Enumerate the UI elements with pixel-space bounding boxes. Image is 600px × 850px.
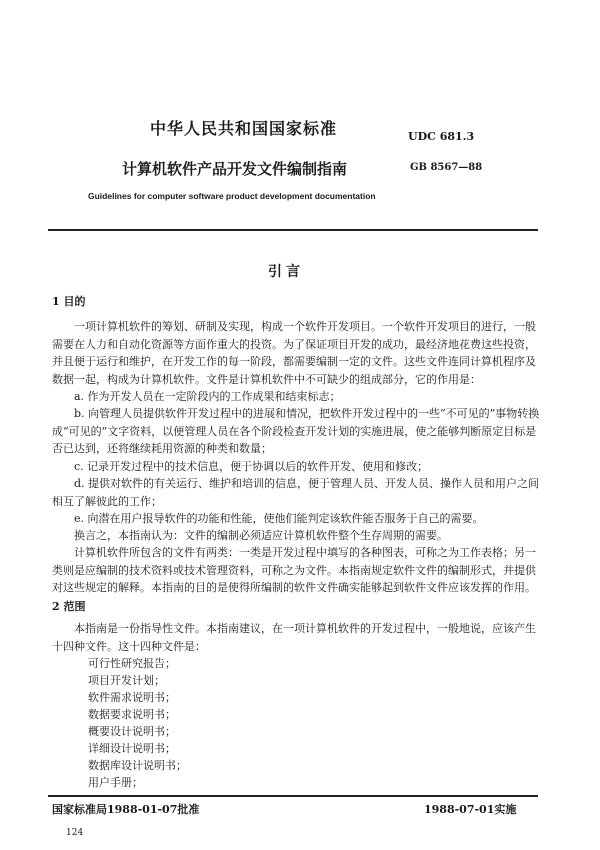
page-number: 124	[66, 828, 84, 838]
section-1-summary: 换言之，本指南认为：文件的编制必须适应计算机软件整个生存周期的需要。	[74, 529, 448, 542]
gb-code: GB 8567—88	[410, 162, 483, 173]
section-2-heading: 2 范围	[52, 600, 86, 613]
footer-divider	[48, 795, 538, 797]
doc-list-item: 项目开发计划；	[88, 674, 165, 687]
doc-list-item: 概要设计说明书；	[88, 725, 176, 738]
document-title: 计算机软件产品开发文件编制指南	[122, 160, 348, 178]
section-1-paragraph: 一项计算机软件的筹划、研制及实现，构成一个软件开发项目。一个软件开发项目的进行，一般需要在人力和自动化资源等方面作重大的投资。为了保证项目开发的成功，最经济地花费这些投资，并且便于运行和维护，在开发工作的每一阶段，都需要编制一定的文件。这些文件连同计算机程序及数据一起，构成为计算机软件。文件是计算机软件中不可缺少的组成部分，它的作用是：	[52, 320, 536, 386]
doc-list-item: 软件需求说明书；	[88, 691, 176, 704]
list-item-a: a. 作为开发人员在一定阶段内的工作成果和结束标志；	[74, 390, 341, 403]
list-item-d: d. 提供对软件的有关运行、维护和培训的信息，便于管理人员、开发人员、操作人员和用户之间相互了解彼此的工作；	[52, 477, 540, 508]
introduction-heading: 引言	[268, 264, 304, 280]
doc-list-item: 数据要求说明书；	[88, 708, 176, 721]
list-item-b: b. 向管理人员提供软件开发过程中的进展和情况，把软件开发过程中的一些“不可见的”事物转换成“可见的”文字资料，以便管理人员在各个阶段检查开发计划的实施进展，使之能够判断原定目标是否已达到，还将继续耗用资源的种类和数量；	[52, 407, 540, 455]
list-item-c: c. 记录开发过程中的技术信息，便于协调以后的软件开发、使用和修改；	[74, 460, 429, 473]
english-title: Guidelines for computer software product development documentation	[88, 191, 376, 201]
section-1-documents-paragraph: 计算机软件所包含的文件有两类：一类是开发过程中填写的各种图表，可称之为工作表格；另一类则是应编制的技术资料或技术管理资料，可称之为文件。本指南规定软件文件的编制形式，并提供对这些规定的解释。本指南的目的是使得所编制的软件文件确实能够起到软件文件应该发挥的作用。	[52, 546, 536, 594]
section-1-heading: 1 目的	[52, 295, 86, 308]
list-item-e: e. 向潜在用户报导软件的功能和性能，使他们能判定该软件能否服务于自己的需要。	[74, 512, 484, 525]
approval-date: 国家标准局1988-01-07批准	[52, 803, 200, 816]
effective-date: 1988-07-01实施	[424, 803, 517, 816]
section-2-paragraph: 本指南是一份指导性文件。本指南建议，在一项计算机软件的开发过程中，一般地说，应该产生十四种文件。这十四种文件是：	[52, 622, 536, 653]
doc-list-item: 详细设计说明书；	[88, 742, 176, 755]
header-divider	[48, 229, 538, 231]
doc-list-item: 数据库设计说明书；	[88, 759, 187, 772]
doc-list-item: 可行性研究报告；	[88, 657, 176, 670]
udc-code: UDC 681.3	[408, 130, 475, 143]
doc-list-item: 用户手册；	[88, 776, 143, 789]
national-standard-heading: 中华人民共和国国家标准	[150, 119, 338, 138]
